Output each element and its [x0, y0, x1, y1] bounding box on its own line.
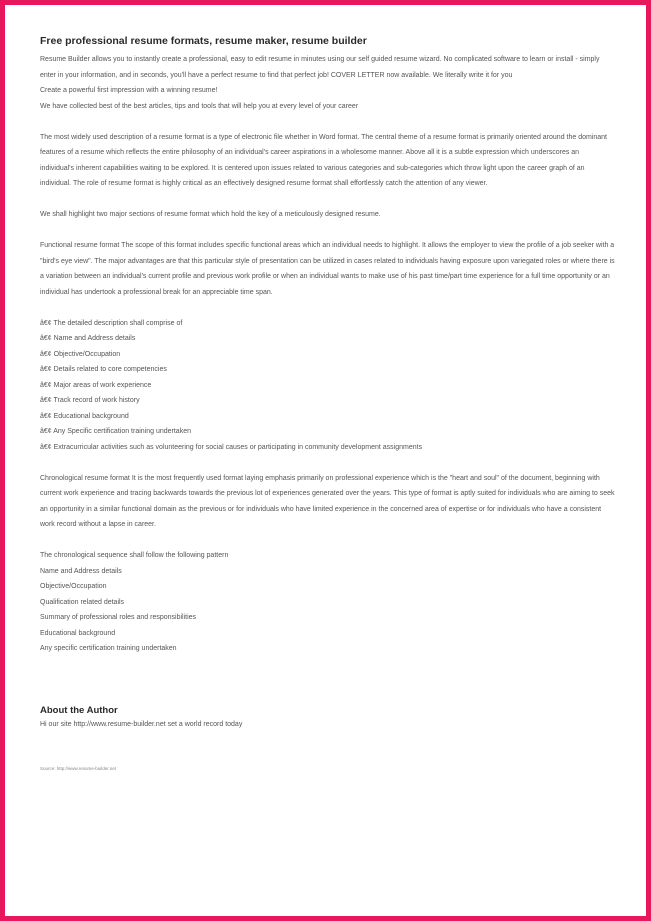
intro-line: Create a powerful first impression with a winning resume! [40, 87, 218, 94]
list-item: Objective/Occupation [40, 583, 107, 590]
about-heading: About the Author [40, 704, 118, 716]
list-item: Any specific certification training undertaken [40, 645, 177, 652]
spacer [40, 223, 615, 239]
chronological-paragraph: Chronological resume format It is the most frequently used format laying emphasis primarily on professional experience which is the "heart and soul" of the document, beginning with current work experience and tracing backwards towards the previous lot of experiences generated over the years. This type of format is aptly suited for individuals who are aiming to seek an opportunity in a similar functional domain as the previous or for individuals who have limited experience in the concerned area of expertise or for individuals who have a consistent work record without a lapse in career. [40, 474, 615, 528]
list-item: â€¢ Extracurricular activities such as volunteering for social causes or participating in community development assignments [40, 443, 423, 451]
intro-line: We have collected best of the best articles, tips and tools that will help you at every level of your career [40, 102, 359, 110]
list-item: Summary of professional roles and responsibilities [40, 614, 197, 621]
about-text: Hi our site http://www.resume-builder.net set a world record today [40, 720, 243, 728]
spacer [40, 114, 615, 130]
page-title: Free professional resume formats, resume maker, resume builder [40, 35, 367, 47]
list-item: â€¢ The detailed description shall comprise of [40, 319, 183, 327]
intro-paragraph: Resume Builder allows you to instantly create a professional, easy to edit resume in minutes using our self guided resume wizard. No complicated software to learn or install - simply enter in your information, and in seconds, you'll have a perfect resume to find that perfect job! COVER LETTER now available. We literally write it for you [40, 56, 600, 79]
list-item: â€¢ Objective/Occupation [40, 350, 121, 358]
list-item: â€¢ Major areas of work experience [40, 381, 152, 389]
spacer [40, 657, 615, 705]
description-paragraph: The most widely used description of a resume format is a type of electronic file whether in Word format. The central theme of a resume format is primarily oriented around the dominant features of a resume which reflects the entire philosophy of an individual's career aspirations in a wholesome manner. Above all it is a subtle expression which underscores an individual's inherent capabilities waiting to be explored. It is centered upon issues related to various categories and sub-categories which throw light upon the career graph of an individual. The role of resume format is highly critical as an effectively designed resume format shall effortlessly catch the attention of any viewer. [40, 133, 607, 187]
spacer [40, 731, 615, 765]
highlight-paragraph: We shall highlight two major sections of resume format which hold the key of a meticulously designed resume. [40, 211, 381, 218]
functional-paragraph: "bird's eye view". The major advantages are that this particular style of presentation can be utilized in cases related to individuals having exposure upon variegated roles or where there is a variation between an individual's current profile and previous work profile or when an individual wants to make use of his past time/part time experience for a full time opportunity or an individual has undertook a professional break for an appreciable time span. [40, 257, 615, 296]
spacer [40, 455, 615, 471]
list-item: â€¢ Name and Address details [40, 335, 136, 342]
list-item: â€¢ Educational background [40, 412, 129, 420]
list-item: Educational background [40, 629, 116, 637]
spacer [40, 533, 615, 549]
list-item: The chronological sequence shall follow the following pattern [40, 552, 229, 559]
source-credit: Source: http://www.resume-builder.net [40, 765, 117, 771]
list-item: Name and Address details [40, 567, 122, 575]
spacer [40, 192, 615, 208]
spacer [40, 300, 615, 316]
document-body [40, 35, 615, 773]
list-item: â€¢ Any Specific certification training undertaken [40, 428, 191, 435]
list-item: â€¢ Details related to core competencies [40, 366, 167, 373]
functional-paragraph: Functional resume format The scope of this format includes specific functional areas which an individual needs to highlight. It allows the employer to view the profile of a job seeker with a [40, 242, 615, 249]
list-item: Qualification related details [40, 598, 125, 606]
list-item: â€¢ Track record of work history [40, 397, 140, 404]
